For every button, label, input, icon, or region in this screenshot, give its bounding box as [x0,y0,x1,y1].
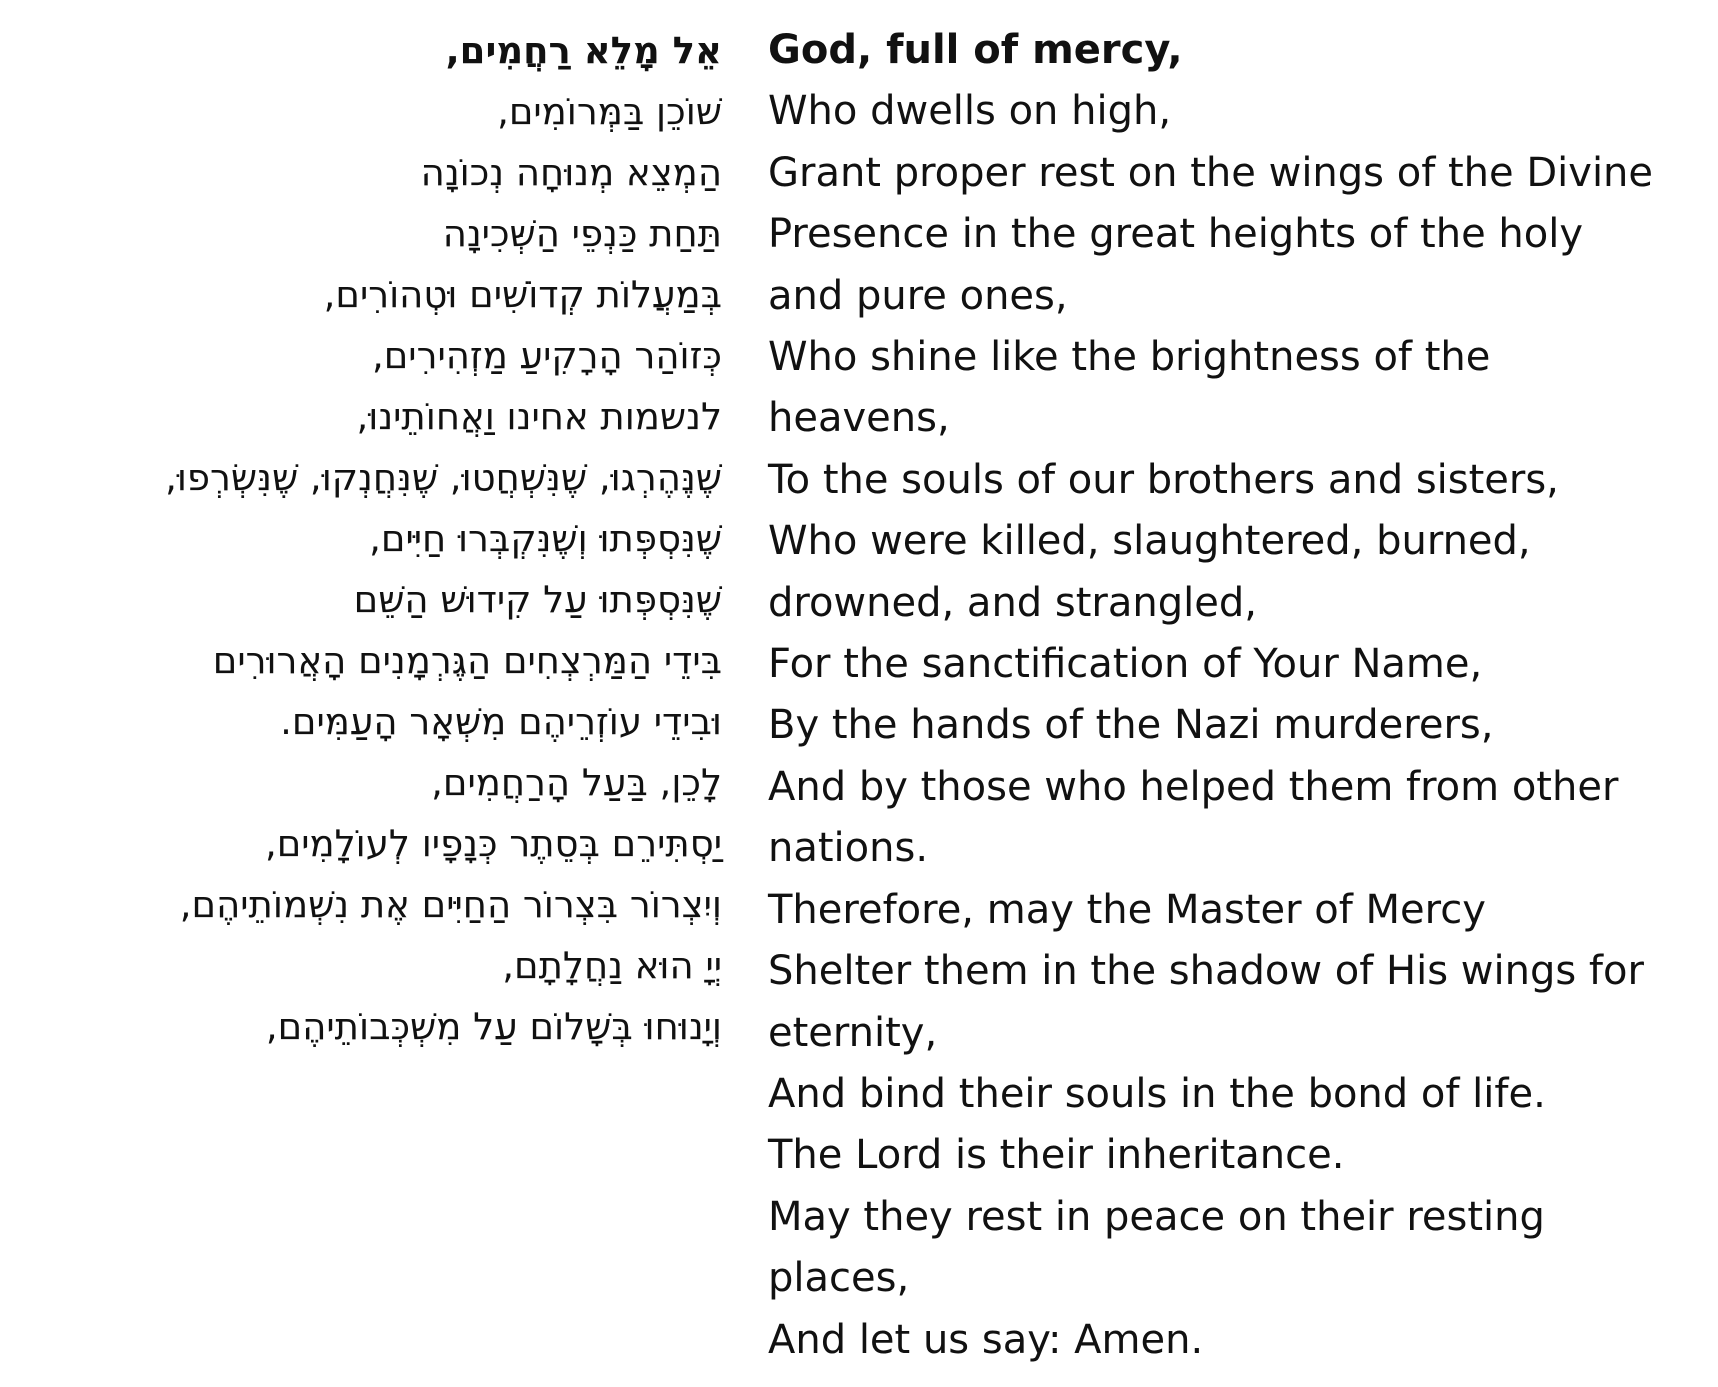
english-line: May they rest in peace on their resting [768,1193,1545,1240]
hebrew-line: שֶׁנִּסְפְּתוּ עַל קִידוּשׁ הַשֵּׁם [353,578,722,621]
hebrew-line: שֶׁנִּסְפְּתוּ וְשֶׁנִּקְבְּרוּ חַיִּים, [369,517,722,560]
english-line: eternity, [768,1009,938,1056]
english-line: Shelter them in the shadow of His wings for [768,948,1644,995]
hebrew-prayer-column [10,20,722,1057]
english-line: And let us say: Amen. [768,1316,1204,1363]
english-line: heavens, [768,395,950,442]
hebrew-line: תַּחַת כַּנְפֵי הַשְּׁכִינָה [442,212,722,255]
hebrew-line: לנשמות אחינו וַאֲחוֹתֵינוּ, [356,395,722,438]
english-line: And bind their souls in the bond of life. [768,1070,1546,1117]
english-line: The Lord is their inheritance. [768,1132,1345,1179]
hebrew-line: הַמְצֵא מְנוּחָה נְכוֹנָה [420,151,722,194]
english-line: Therefore, may the Master of Mercy [768,886,1486,933]
hebrew-line: שׁוֹכֵן בַּמְּרוֹמִים, [497,90,722,133]
english-line: Who shine like the brightness of the [768,334,1491,381]
english-line: and pure ones, [768,272,1068,319]
english-line: Who dwells on high, [768,88,1172,135]
hebrew-line: וּבִידֵי עוֹזְרֵיהֶם מִשְּׁאָר הָעַמִּים. [280,700,722,743]
english-line: drowned, and strangled, [768,579,1257,626]
hebrew-line: בִּידֵי הַמַּרְצְחִים הַגֶּרְמָנִים הָאֲרוּרִים [212,639,722,682]
english-line: And by those who helped them from other [768,763,1619,810]
english-line: nations. [768,825,929,872]
hebrew-line: לָכֵן, בַּעַל הָרַחֲמִים, [431,761,722,804]
hebrew-line: יַסְתִּירֵם בְּסֵתֶר כְּנָפָיו לְעוֹלָמִים, [264,822,722,865]
hebrew-line: וְיָנוּחוּ בְּשָׁלוֹם עַל מִשְׁכְּבוֹתֵיהֶם, [265,1005,722,1048]
hebrew-line: יְיָ הוּא נַחֲלָתָם, [502,944,722,987]
hebrew-prayer-title: אֵל מָלֵא רַחֲמִים, [445,29,722,72]
english-line: Presence in the great heights of the holy [768,211,1584,258]
hebrew-line: כְּזוֹהַר הָרָקִיעַ מַזְהִירִים, [371,334,722,377]
hebrew-line: שֶׁנֶּהֶרְגוּ, שֶׁנִּשְׁחֲטוּ, שֶׁנִּחֲנְקוּ, שֶׁנִּשְׂרְפוּ, [165,456,722,499]
english-line: Grant proper rest on the wings of the Divine [768,149,1654,196]
hebrew-line: וְיִצְרוֹר בִּצְרוֹר הַחַיִּים אֶת נִשְׁמוֹתֵיהֶם, [179,883,722,926]
english-line: For the sanctification of Your Name, [768,641,1483,688]
english-line: Who were killed, slaughtered, burned, [768,518,1531,565]
english-line: To the souls of our brothers and sisters, [768,456,1559,503]
english-line: places, [768,1255,910,1302]
english-prayer-column [768,20,1713,1371]
english-prayer-title: God, full of mercy, [768,27,1183,73]
hebrew-line: בְּמַעֲלוֹת קְדוֹשִׁים וּטְהוֹרִים, [323,273,722,316]
english-line: By the hands of the Nazi murderers, [768,702,1494,749]
